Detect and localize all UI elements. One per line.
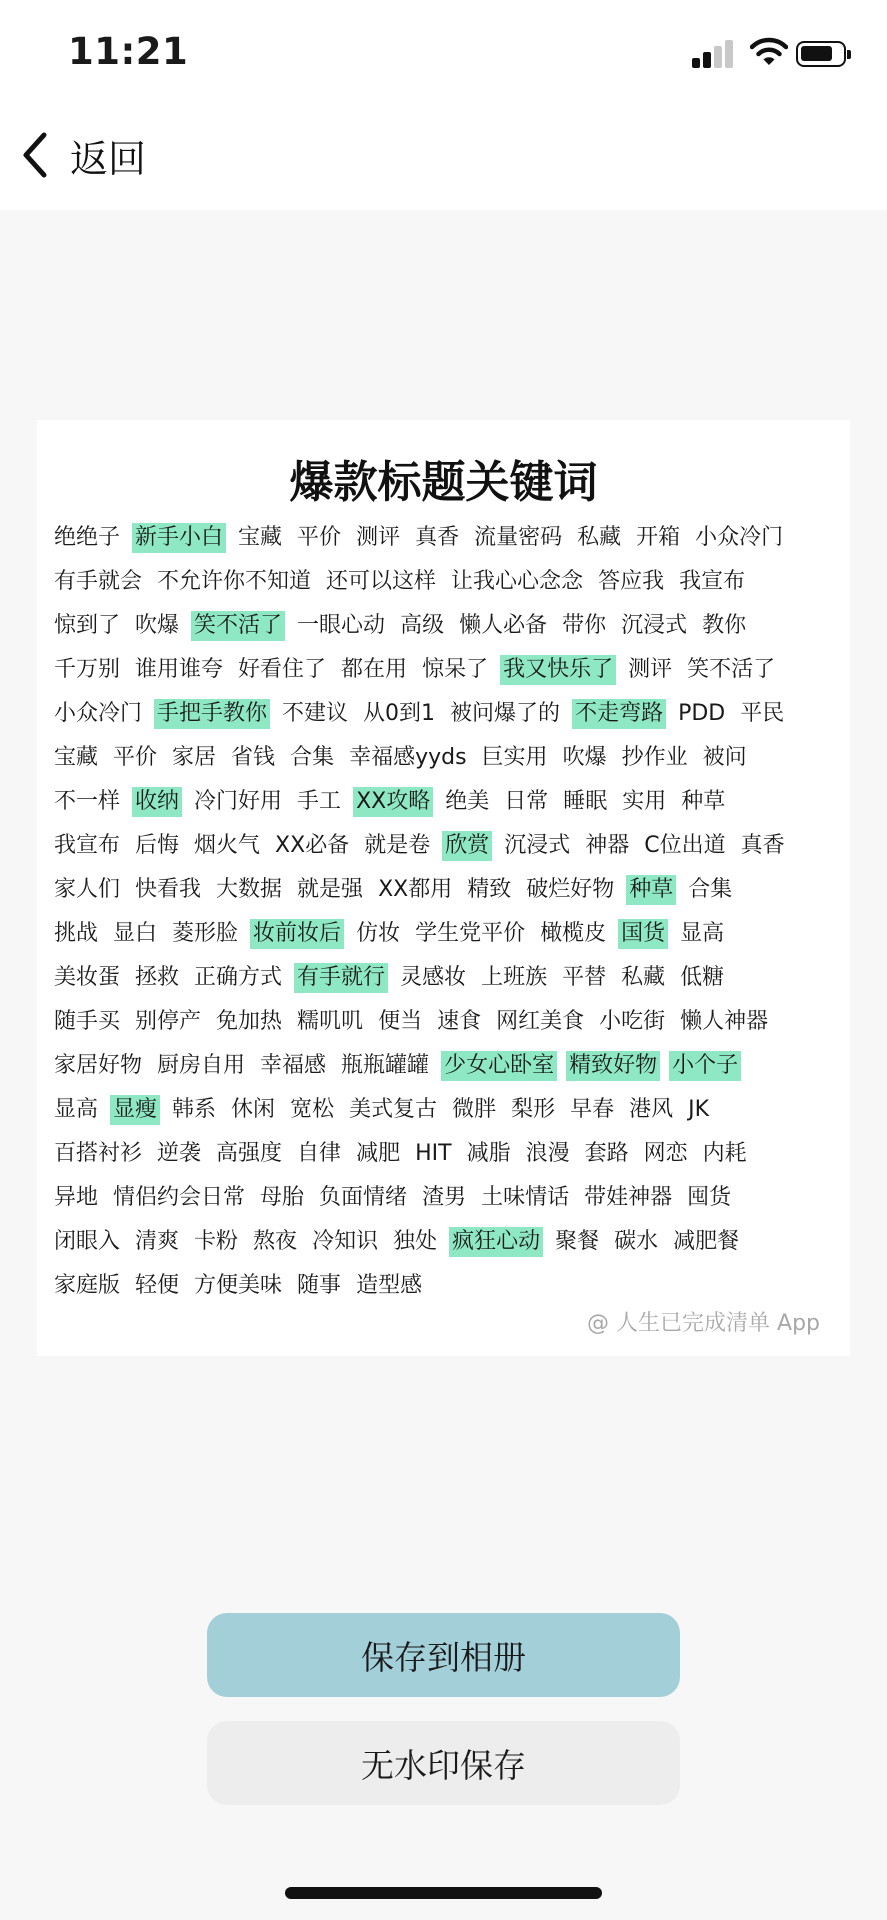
keyword-tag: 真香 <box>740 833 785 858</box>
keyword-tag-highlighted: 收纳 <box>132 787 182 817</box>
keyword-tag: 宝藏 <box>238 525 283 550</box>
keyword-tag: 让我心心念念 <box>451 569 584 594</box>
keyword-tag: 答应我 <box>598 569 665 594</box>
keyword-tag: 平价 <box>297 525 342 550</box>
keyword-tag: 土味情话 <box>481 1185 570 1210</box>
keyword-row <box>51 912 841 956</box>
keyword-tag: 被问爆了的 <box>450 701 561 726</box>
keyword-tag: 开箱 <box>636 525 681 550</box>
keyword-row <box>51 1044 841 1088</box>
keyword-tag-highlighted: 疯狂心动 <box>449 1227 543 1257</box>
keyword-tag-highlighted: 种草 <box>626 875 676 905</box>
keyword-row <box>51 516 841 560</box>
keyword-tag: 免加热 <box>216 1009 283 1034</box>
keyword-tag: 网红美食 <box>496 1009 585 1034</box>
keyword-tag: 幸福感yyds <box>349 745 467 770</box>
keyword-tag: 上班族 <box>481 965 548 990</box>
keyword-tag: 还可以这样 <box>326 569 437 594</box>
keyword-tag: 测评 <box>628 657 673 682</box>
card-title: 爆款标题关键词 <box>289 457 598 508</box>
keyword-tag: XX必备 <box>275 833 350 858</box>
keyword-tag: 闭眼入 <box>54 1229 121 1254</box>
keyword-tag: 不允许你不知道 <box>157 569 312 594</box>
keyword-tag: 巨实用 <box>481 745 548 770</box>
keyword-tag-highlighted: 显瘦 <box>110 1095 160 1125</box>
keyword-tag: 手工 <box>297 789 342 814</box>
keyword-tag: 清爽 <box>135 1229 180 1254</box>
keyword-tag: 破烂好物 <box>526 877 615 902</box>
top-bar <box>0 0 887 210</box>
keyword-tag: 拯救 <box>135 965 180 990</box>
keyword-tag: PDD <box>678 701 726 726</box>
keyword-tag: 种草 <box>681 789 726 814</box>
keyword-tag: 学生党平价 <box>415 921 526 946</box>
keyword-tag-highlighted: 不走弯路 <box>572 699 666 729</box>
keyword-tag: 套路 <box>584 1141 629 1166</box>
keyword-row <box>51 1132 841 1176</box>
keyword-tag: 平民 <box>740 701 785 726</box>
keyword-tag: 被问 <box>702 745 747 770</box>
keyword-tag: JK <box>688 1097 710 1122</box>
keyword-tag: 厨房自用 <box>157 1053 246 1078</box>
keyword-tag: 私藏 <box>577 525 622 550</box>
keyword-tag: 绝美 <box>445 789 490 814</box>
keyword-tag: 高级 <box>400 613 445 638</box>
keyword-tag: 带娃神器 <box>584 1185 673 1210</box>
keyword-row <box>51 692 841 736</box>
keyword-tag: 负面情绪 <box>319 1185 408 1210</box>
keyword-tag: 造型感 <box>356 1273 423 1298</box>
keyword-tag: 省钱 <box>231 745 276 770</box>
keyword-tag: 菱形脸 <box>172 921 239 946</box>
keyword-tag: 小众冷门 <box>54 701 143 726</box>
keyword-tag: 糯叽叽 <box>297 1009 364 1034</box>
keyword-tag: 便当 <box>378 1009 423 1034</box>
keyword-tag: 百搭衬衫 <box>54 1141 143 1166</box>
keyword-tag: 随手买 <box>54 1009 121 1034</box>
keyword-tag-highlighted: 欣赏 <box>442 831 492 861</box>
keyword-tag-highlighted: 精致好物 <box>566 1051 660 1081</box>
keyword-tag: 沉浸式 <box>504 833 571 858</box>
back-button[interactable] <box>18 124 178 186</box>
keyword-tag: 就是强 <box>297 877 364 902</box>
keyword-tag: 睡眠 <box>563 789 608 814</box>
keyword-tag: 绝绝子 <box>54 525 121 550</box>
chevron-left-icon <box>18 130 52 180</box>
keyword-row <box>51 1000 841 1044</box>
keyword-tag: 聚餐 <box>555 1229 600 1254</box>
keyword-tag: 瓶瓶罐罐 <box>341 1053 430 1078</box>
keyword-tag: 减肥餐 <box>673 1229 740 1254</box>
keyword-tag: 网恋 <box>643 1141 688 1166</box>
save-without-watermark-button[interactable]: 无水印保存 <box>207 1721 680 1805</box>
keyword-tag: 方便美味 <box>194 1273 283 1298</box>
keyword-tag: 家人们 <box>54 877 121 902</box>
keyword-tag: 母胎 <box>260 1185 305 1210</box>
keyword-tag: 灵感妆 <box>400 965 467 990</box>
keyword-tag: 教你 <box>702 613 747 638</box>
keyword-tag: C位出道 <box>644 833 726 858</box>
keyword-tag: 宽松 <box>290 1097 335 1122</box>
keyword-row <box>51 1176 841 1220</box>
keyword-tag: 不一样 <box>54 789 121 814</box>
keyword-tag: 家居好物 <box>54 1053 143 1078</box>
cellular-signal-icon <box>692 36 736 68</box>
keyword-tag: 港风 <box>629 1097 674 1122</box>
keyword-row <box>51 868 841 912</box>
keyword-tag: 真香 <box>415 525 460 550</box>
keyword-tag: 吹爆 <box>135 613 180 638</box>
keyword-tag: 大数据 <box>216 877 283 902</box>
status-icons <box>692 36 852 72</box>
save-to-album-button[interactable]: 保存到相册 <box>207 1613 680 1697</box>
keyword-tag: 懒人必备 <box>459 613 548 638</box>
keyword-tag: 正确方式 <box>194 965 283 990</box>
keyword-tag: 低糖 <box>680 965 725 990</box>
keyword-tag: 私藏 <box>621 965 666 990</box>
keyword-tag: 显白 <box>113 921 158 946</box>
keyword-tag: 千万别 <box>54 657 121 682</box>
keyword-tag: 懒人神器 <box>680 1009 769 1034</box>
keyword-tag: 从0到1 <box>363 701 436 726</box>
keyword-tag: 浪漫 <box>525 1141 570 1166</box>
keyword-tag: 吹爆 <box>562 745 607 770</box>
keyword-tag: 韩系 <box>172 1097 217 1122</box>
keyword-tag: 测评 <box>356 525 401 550</box>
keyword-tag-highlighted: 手把手教你 <box>154 699 270 729</box>
keyword-tag: 渣男 <box>422 1185 467 1210</box>
keyword-tag: 橄榄皮 <box>540 921 607 946</box>
keyword-tag: 卡粉 <box>194 1229 239 1254</box>
keyword-tag-highlighted: 国货 <box>618 919 668 949</box>
keyword-tag: 烟火气 <box>194 833 261 858</box>
keyword-tag: 轻便 <box>135 1273 180 1298</box>
keyword-row <box>51 648 841 692</box>
keyword-tag: 小众冷门 <box>695 525 784 550</box>
keyword-tag: 冷门好用 <box>194 789 283 814</box>
keyword-tag: 家居 <box>172 745 217 770</box>
keyword-tag: 仿妆 <box>356 921 401 946</box>
keyword-tag: 小吃街 <box>599 1009 666 1034</box>
keyword-tag: 随事 <box>297 1273 342 1298</box>
keyword-tag: XX都用 <box>378 877 453 902</box>
keyword-tag: 挑战 <box>54 921 99 946</box>
keyword-row <box>51 560 841 604</box>
keyword-tag: 冷知识 <box>312 1229 379 1254</box>
keyword-list <box>51 516 841 1308</box>
keyword-tag: 抄作业 <box>621 745 688 770</box>
keyword-row <box>51 956 841 1000</box>
keyword-tag: 囤货 <box>687 1185 732 1210</box>
keyword-tag: 内耗 <box>702 1141 747 1166</box>
keyword-tag: 碳水 <box>614 1229 659 1254</box>
keyword-tag: 逆袭 <box>157 1141 202 1166</box>
keyword-tag: 别停产 <box>135 1009 202 1034</box>
keyword-tag-highlighted: 少女心卧室 <box>441 1051 557 1081</box>
keyword-tag: 情侣约会日常 <box>113 1185 246 1210</box>
keyword-tag: 显高 <box>54 1097 99 1122</box>
keyword-tag-highlighted: 笑不活了 <box>191 611 285 641</box>
keyword-tag: 一眼心动 <box>297 613 386 638</box>
keyword-tag-highlighted: 有手就行 <box>294 963 388 993</box>
keyword-row <box>51 604 841 648</box>
keyword-tag: 流量密码 <box>474 525 563 550</box>
keyword-tag: 幸福感 <box>260 1053 327 1078</box>
keyword-tag-highlighted: 我又快乐了 <box>500 655 616 685</box>
keyword-tag: 高强度 <box>216 1141 283 1166</box>
keyword-tag-highlighted: 小个子 <box>669 1051 741 1081</box>
keyword-row <box>51 736 841 780</box>
keyword-tag: 休闲 <box>231 1097 276 1122</box>
keyword-tag: 合集 <box>688 877 733 902</box>
keyword-tag: 早春 <box>570 1097 615 1122</box>
keyword-tag: HIT <box>415 1141 452 1166</box>
keyword-tag: 减脂 <box>466 1141 511 1166</box>
keyword-row <box>51 824 841 868</box>
keyword-tag: 微胖 <box>452 1097 497 1122</box>
keyword-row <box>51 1088 841 1132</box>
battery-icon <box>796 41 846 67</box>
keyword-tag: 好看住了 <box>238 657 327 682</box>
keyword-tag: 带你 <box>562 613 607 638</box>
keyword-tag: 美妆蛋 <box>54 965 121 990</box>
keyword-tag: 都在用 <box>341 657 408 682</box>
keyword-tag: 我宣布 <box>54 833 121 858</box>
keyword-tag: 不建议 <box>282 701 349 726</box>
keyword-tag: 熬夜 <box>253 1229 298 1254</box>
back-label: 返回 <box>70 136 147 181</box>
keyword-tag: 宝藏 <box>54 745 99 770</box>
keyword-tag: 笑不活了 <box>687 657 776 682</box>
keyword-tag: 有手就会 <box>54 569 143 594</box>
keyword-row <box>51 1220 841 1264</box>
keyword-tag: 实用 <box>622 789 667 814</box>
keyword-tag: 沉浸式 <box>621 613 688 638</box>
keyword-tag: 家庭版 <box>54 1273 121 1298</box>
keyword-tag-highlighted: 新手小白 <box>132 523 226 553</box>
keyword-tag: 梨形 <box>511 1097 556 1122</box>
keyword-tag: 独处 <box>393 1229 438 1254</box>
keyword-tag: 平替 <box>562 965 607 990</box>
keyword-tag: 异地 <box>54 1185 99 1210</box>
keyword-tag: 谁用谁夸 <box>135 657 224 682</box>
keyword-tag-highlighted: 妆前妆后 <box>250 919 344 949</box>
keyword-row <box>51 1264 841 1308</box>
keyword-tag: 惊到了 <box>54 613 121 638</box>
keyword-tag: 美式复古 <box>349 1097 438 1122</box>
keyword-tag: 合集 <box>290 745 335 770</box>
keyword-tag: 日常 <box>504 789 549 814</box>
keyword-tag: 显高 <box>680 921 725 946</box>
keyword-tag: 精致 <box>467 877 512 902</box>
keyword-row <box>51 780 841 824</box>
keyword-tag: 后悔 <box>135 833 180 858</box>
keyword-tag: 我宣布 <box>679 569 746 594</box>
keyword-tag: 神器 <box>585 833 630 858</box>
status-time: 11:21 <box>68 30 189 73</box>
keyword-tag-highlighted: XX攻略 <box>353 787 433 817</box>
wifi-icon <box>750 36 788 68</box>
keyword-tag: 自律 <box>297 1141 342 1166</box>
keyword-card <box>37 420 850 1356</box>
home-indicator <box>285 1887 602 1899</box>
keyword-tag: 速食 <box>437 1009 482 1034</box>
keyword-tag: 减肥 <box>356 1141 401 1166</box>
keyword-tag: 平价 <box>113 745 158 770</box>
keyword-tag: 惊呆了 <box>422 657 489 682</box>
watermark: @ 人生已完成清单 App <box>587 1311 820 1336</box>
keyword-tag: 就是卷 <box>364 833 431 858</box>
keyword-tag: 快看我 <box>135 877 202 902</box>
